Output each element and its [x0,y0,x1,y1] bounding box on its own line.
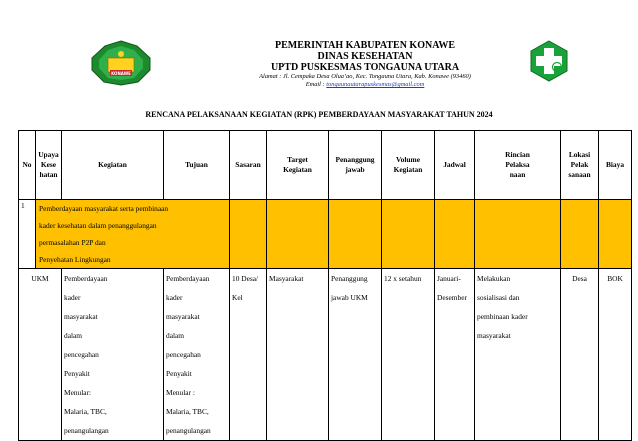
section-row [19,200,632,269]
header-volume: Volume Kegiatan [382,131,435,200]
email-link[interactable]: tongaunautarapuskesmas@gmail.com [326,81,425,88]
header-rincian: Rincian Pelaksa naan [475,131,561,200]
header-target: Target Kegiatan [267,131,329,200]
header-upaya: Upaya Kese hatan [36,131,62,200]
header-no: No [19,131,36,200]
section-title: Pemberdayaan masyarakat serta pembinaan kader kesehatan dalam penanggulangan permasalahan P2P dan Penyehatan Lingkungan [36,200,230,269]
cell-rincian: Melakukan sosialisasi dan pembinaan kader masyarakat [475,269,561,441]
section-cell [475,200,561,269]
header-penanggung: Penanggung jawab [329,131,382,200]
section-number: 1 [19,200,36,269]
government-name: PEMERINTAH KABUPATEN KONAWE [274,40,455,51]
cell-upaya: UKM [19,269,62,441]
section-cell [561,200,599,269]
address: Alamat : Jl. Cempaka Desa Olua’ao, Kec. Tongauna Utara, Kab. Konawe (93460) [259,73,471,80]
rpk-table [18,130,632,441]
section-cell [382,200,435,269]
section-cell [329,200,382,269]
cell-sasaran: 10 Desa/ Kel [230,269,267,441]
cell-target: Masyarakat [267,269,329,441]
health-cross-logo [528,40,570,82]
cell-tujuan: Pemberdayaan kader masyarakat dalam pencegahan Penyakit Menular : Malaria, TBC, penangulangan [164,269,230,441]
header-lokasi: Lokasi Pelak sanaan [561,131,599,200]
header-jadwal: Jadwal [435,131,475,200]
table-row [19,269,632,441]
email-label: Email : [305,81,325,88]
email-line [160,81,570,89]
header-sasaran: Sasaran [230,131,267,200]
header-tujuan: Tujuan [164,131,230,200]
cell-jadwal: Januari- Desember [435,269,475,441]
header-kegiatan: Kegiatan [62,131,164,200]
svg-text:KONAWE: KONAWE [111,71,131,76]
section-cell [267,200,329,269]
department-name: DINAS KESEHATAN [317,51,413,62]
puskesmas-name: UPTD PUSKESMAS TONGAUNA UTARA [270,62,460,73]
cell-penanggung: Penanggung jawab UKM [329,269,382,441]
header-biaya: Biaya [599,131,632,200]
cell-lokasi: Desa [561,269,599,441]
cell-biaya: BOK [599,269,632,441]
document-title: RENCANA PELAKSANAAN KEGIATAN (RPK) PEMBERDAYAAN MASYARAKAT TAHUN 2024 [145,110,493,119]
section-cell [599,200,632,269]
section-cell [230,200,267,269]
cell-kegiatan: Pemberdayaan kader masyarakat dalam pencegahan Penyakit Menular: Malaria, TBC, penangulangan [62,269,164,441]
section-cell [435,200,475,269]
konawe-emblem-logo [88,40,154,86]
letterhead [160,40,570,89]
table-header-row [19,131,632,200]
cell-volume: 12 x setahun [382,269,435,441]
